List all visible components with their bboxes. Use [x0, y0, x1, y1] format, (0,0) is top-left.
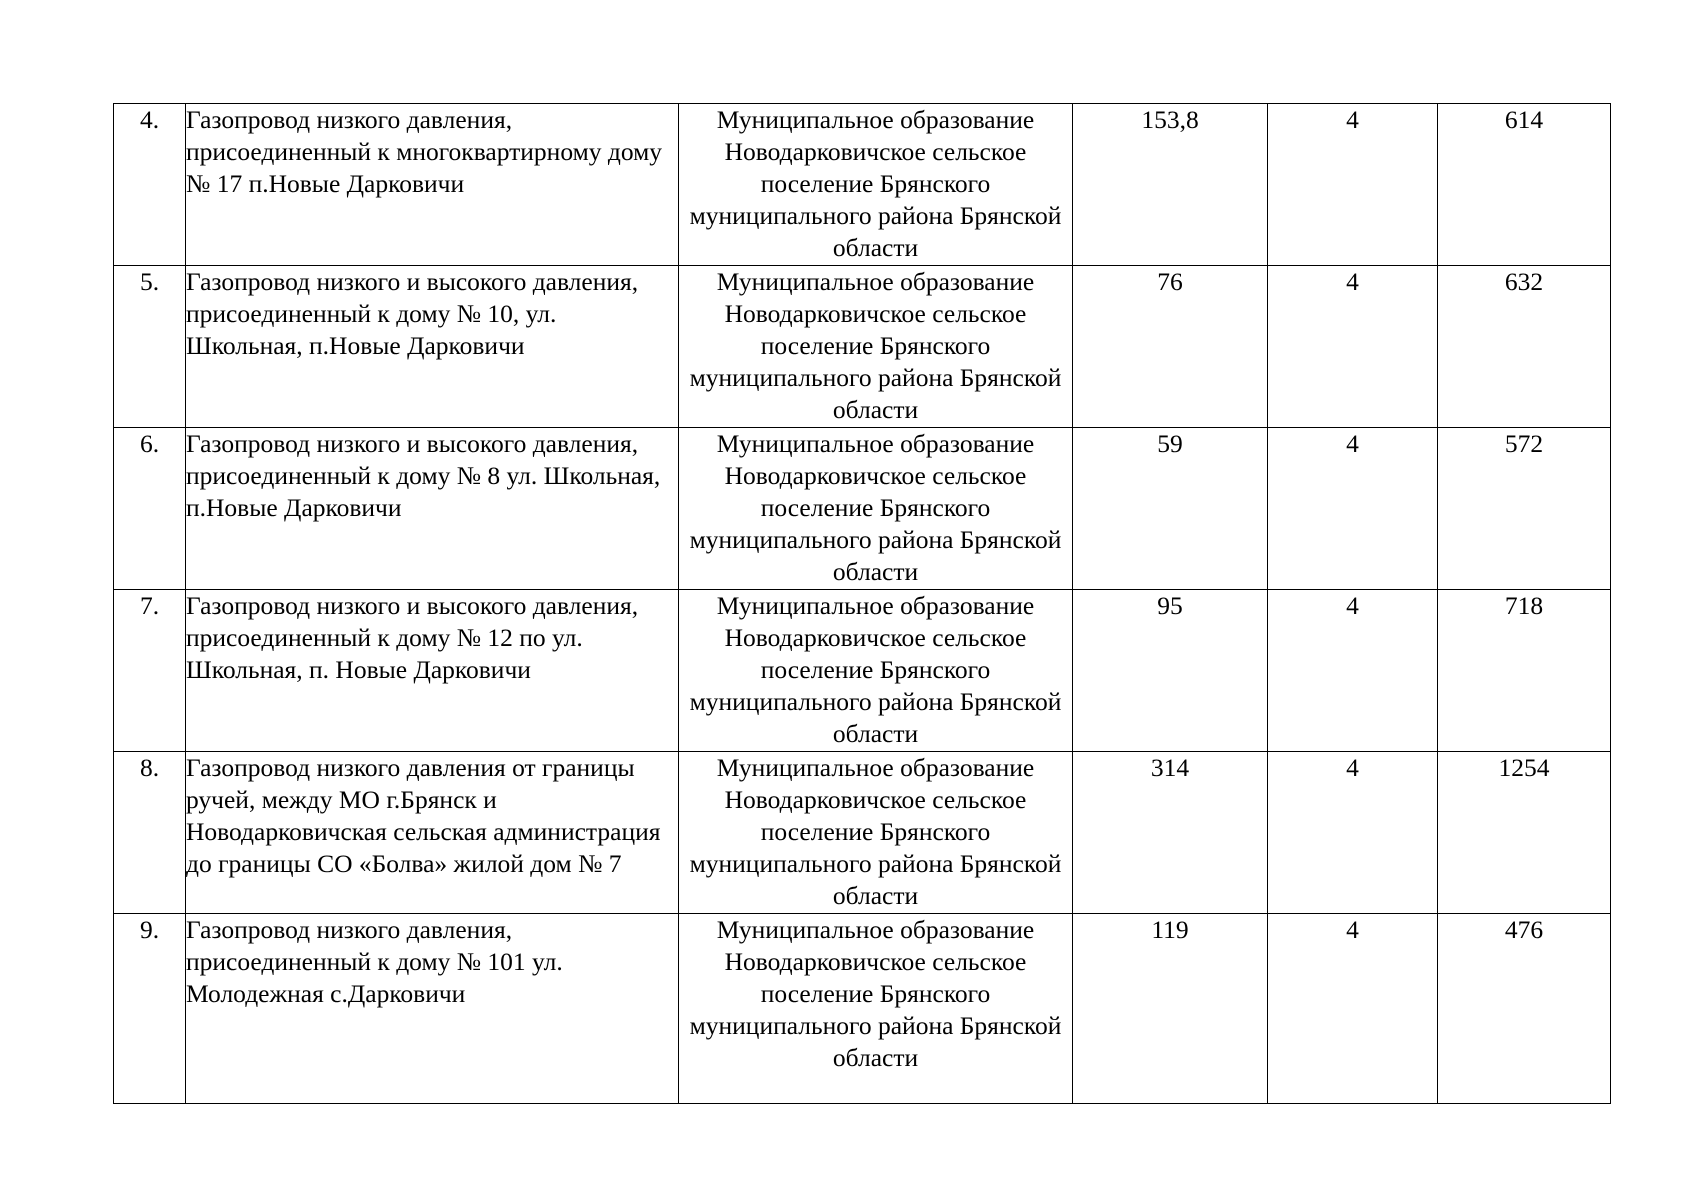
pipeline-name: Газопровод низкого и высокого давления, присоединенный к дому № 12 по ул. Школьная, п. Новые Дарковичи — [186, 590, 679, 752]
table-row — [114, 752, 1611, 914]
table-row — [114, 266, 1611, 428]
owner: Муниципальное образование Новодарковичское сельское поселение Брянского муниципального района Брянской области — [679, 914, 1073, 1104]
length-value: 119 — [1073, 914, 1268, 1104]
table-row — [114, 104, 1611, 266]
coefficient-value: 4 — [1268, 590, 1438, 752]
coefficient-value: 4 — [1268, 914, 1438, 1104]
length-value: 59 — [1073, 428, 1268, 590]
owner: Муниципальное образование Новодарковичское сельское поселение Брянского муниципального района Брянской области — [679, 104, 1073, 266]
row-number: 4. — [114, 104, 186, 266]
table-row — [114, 914, 1611, 1104]
document-page — [113, 103, 1610, 1104]
coefficient-value: 4 — [1268, 266, 1438, 428]
total-value: 632 — [1438, 266, 1611, 428]
row-number: 9. — [114, 914, 186, 1104]
total-value: 1254 — [1438, 752, 1611, 914]
total-value: 572 — [1438, 428, 1611, 590]
pipeline-name: Газопровод низкого давления, присоединенный к дому № 101 ул. Молодежная с.Дарковичи — [186, 914, 679, 1104]
owner: Муниципальное образование Новодарковичское сельское поселение Брянского муниципального района Брянской области — [679, 428, 1073, 590]
owner: Муниципальное образование Новодарковичское сельское поселение Брянского муниципального района Брянской области — [679, 752, 1073, 914]
total-value: 718 — [1438, 590, 1611, 752]
owner: Муниципальное образование Новодарковичское сельское поселение Брянского муниципального района Брянской области — [679, 590, 1073, 752]
row-number: 7. — [114, 590, 186, 752]
table-row — [114, 590, 1611, 752]
coefficient-value: 4 — [1268, 752, 1438, 914]
length-value: 76 — [1073, 266, 1268, 428]
total-value: 476 — [1438, 914, 1611, 1104]
row-number: 6. — [114, 428, 186, 590]
pipeline-name: Газопровод низкого и высокого давления, присоединенный к дому № 8 ул. Школьная, п.Новые Дарковичи — [186, 428, 679, 590]
coefficient-value: 4 — [1268, 104, 1438, 266]
row-number: 8. — [114, 752, 186, 914]
length-value: 153,8 — [1073, 104, 1268, 266]
gas-pipeline-table — [113, 103, 1611, 1104]
table-row — [114, 428, 1611, 590]
length-value: 314 — [1073, 752, 1268, 914]
total-value: 614 — [1438, 104, 1611, 266]
pipeline-name: Газопровод низкого давления, присоединенный к многоквартирному дому № 17 п.Новые Дарковичи — [186, 104, 679, 266]
length-value: 95 — [1073, 590, 1268, 752]
pipeline-name: Газопровод низкого давления от границы ручей, между МО г.Брянск и Новодарковичская сельская администрация до границы СО «Болва» жилой дом № 7 — [186, 752, 679, 914]
pipeline-name: Газопровод низкого и высокого давления, присоединенный к дому № 10, ул. Школьная, п.Новые Дарковичи — [186, 266, 679, 428]
row-number: 5. — [114, 266, 186, 428]
coefficient-value: 4 — [1268, 428, 1438, 590]
owner: Муниципальное образование Новодарковичское сельское поселение Брянского муниципального района Брянской области — [679, 266, 1073, 428]
